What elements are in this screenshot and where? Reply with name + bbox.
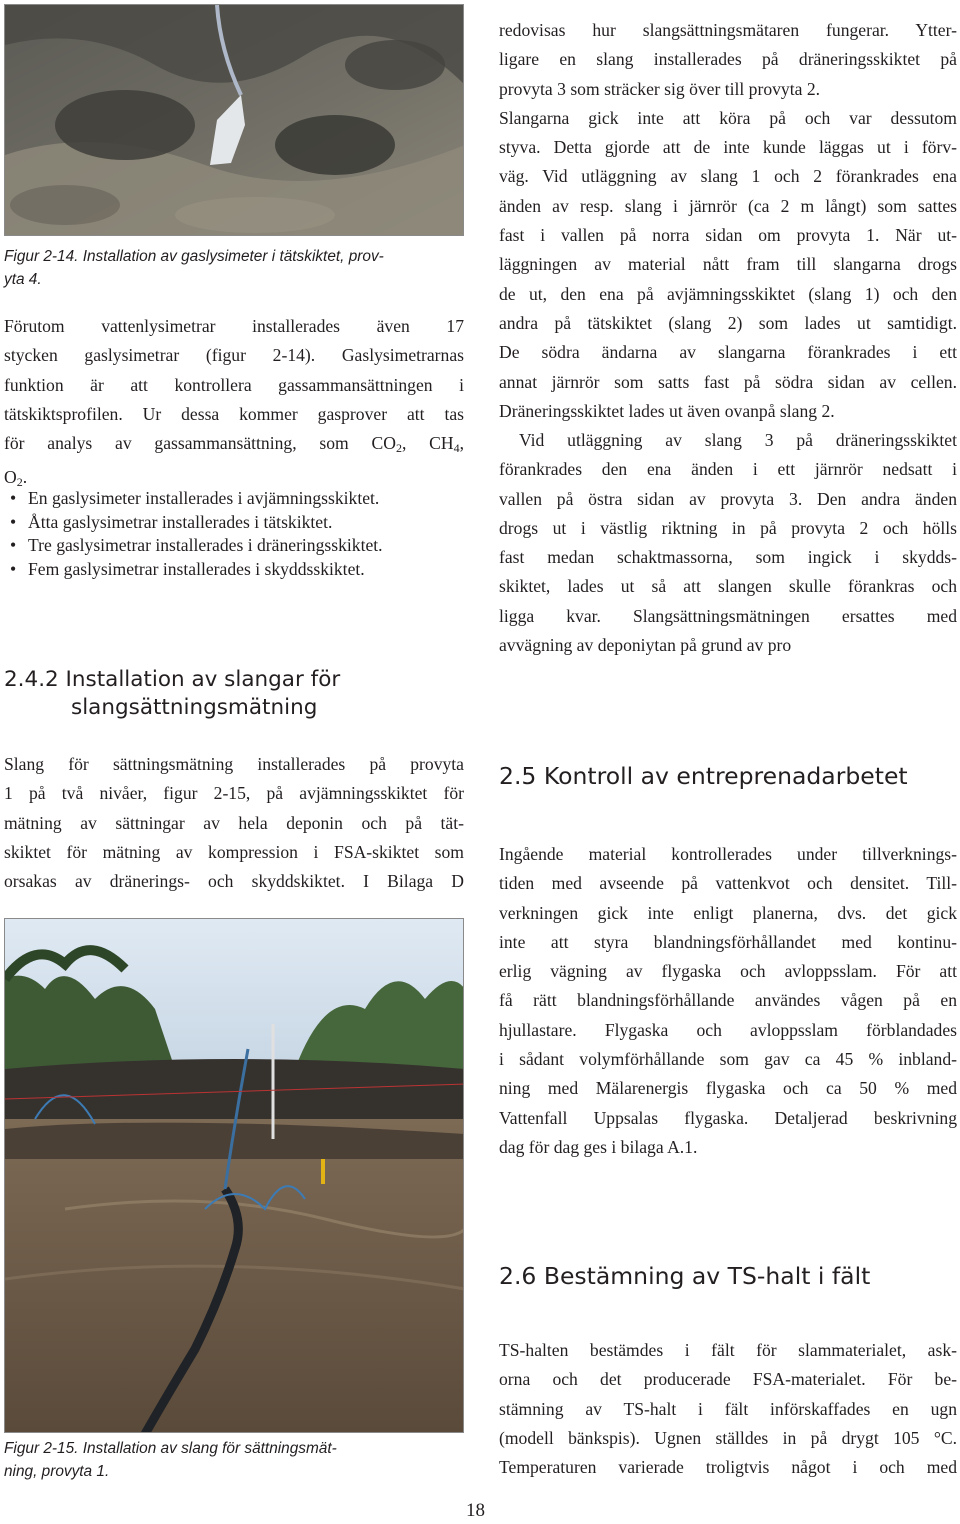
text-line: Slang för sättningsmätning installerades på provyta xyxy=(4,754,464,774)
figure-2-15-caption xyxy=(4,1437,464,1483)
text-line: Temperaturen varierade troligtvis något i och med xyxy=(499,1457,957,1478)
text-line: förankrades den ena änden i ett järnrör nedsatt i xyxy=(499,459,957,480)
formula-end: , xyxy=(459,433,464,454)
text-line: drogs ut i västlig riktning in på provyta 2 och hölls xyxy=(499,517,957,538)
text-line: Slangarna gick inte att köra på och var dessutom xyxy=(499,107,957,128)
gaslysimeter-bullet-list xyxy=(4,487,464,581)
text-line: stycken gaslysimetrar (figur 2-14). Gaslysimetrarnas xyxy=(4,345,464,366)
bullet-item xyxy=(4,487,464,511)
bullet-dot: • xyxy=(10,535,17,556)
text-line: mätning av sättningar av hela deponin och på tät- xyxy=(4,812,464,833)
text-line: änden av resp. slang i järnrör (ca 2 m långt) som sattes xyxy=(499,195,957,216)
figure-2-14-caption xyxy=(4,245,464,291)
text-line: De södra ändarna av slangarna förankrades i ett xyxy=(499,342,957,363)
heading-line: slangsättningsmätning xyxy=(71,695,318,720)
ts-halt-paragraph xyxy=(499,1336,957,1482)
text-line: Vattenfall Uppsalas flygaska. Detaljerad beskrivning xyxy=(499,1107,957,1128)
bullet-text: Åtta gaslysimetrar installerades i tätskiktet. xyxy=(28,511,333,532)
text-line: orna och det producerade FSA-materialet. För be- xyxy=(499,1369,957,1390)
text-line: fast i vallen på norra sidan om provyta 1. När ut- xyxy=(499,225,957,246)
text-line: (modell bänkspis). Ugnen ställdes in på drygt 105 °C. xyxy=(499,1427,957,1448)
text-line: Ingående material kontrollerades under tillverknings- xyxy=(499,844,957,864)
heading-2-6: 2.6 Bestämning av TS-halt i fält xyxy=(499,1262,871,1290)
slang3-paragraph xyxy=(499,426,957,660)
bullet-item xyxy=(4,558,464,582)
text-line: vallen på östra sidan av provyta 3. Den andra änden xyxy=(499,488,957,509)
text-line: läggningen av material nått fram till slangarna drogs xyxy=(499,254,957,275)
text-line: avvägning av deponiytan på grund av pro xyxy=(499,635,792,656)
text-line: väg. Vid utläggning av slang 1 och 2 förankrades ena xyxy=(499,166,957,187)
text-line: TS-halten bestämdes i fält för slammaterialet, ask- xyxy=(499,1340,957,1360)
caption-line: Figur 2-14. Installation av gaslysimeter i tätskiktet, prov- xyxy=(4,248,384,265)
text-line: hjullastare. Flygaska och avloppsslam förblandades xyxy=(499,1019,957,1040)
formula-mid: , CH xyxy=(401,433,454,454)
heading-2-5: 2.5 Kontroll av entreprenadarbetet xyxy=(499,762,908,790)
kontroll-paragraph xyxy=(499,840,957,1162)
heading-line: 2.4.2 Installation av slangar för xyxy=(4,667,341,692)
text-line: annat järnrör som satts fast på södra sidan av cellen. xyxy=(499,371,957,392)
text-line: erlig vägning av flygaska och avloppsslam. För att xyxy=(499,961,957,982)
bullet-dot: • xyxy=(10,488,17,508)
text-line: tätskiktsprofilen. Ur dessa kommer gasprover att tas xyxy=(4,403,464,424)
intro-paragraph xyxy=(4,312,464,498)
bullet-text: Fem gaslysimetrar installerades i skyddsskiktet. xyxy=(28,558,365,579)
caption-line: Figur 2-15. Installation av slang för sättningsmät- xyxy=(4,1440,337,1457)
text-line: i sådant volymförhållande som gav ca 45 % inbland- xyxy=(499,1049,957,1070)
bullet-text: Tre gaslysimetrar installerades i dräneringsskiktet. xyxy=(28,535,383,556)
text-line: redovisas hur slangsättningsmätaren fungerar. Ytter- xyxy=(499,20,957,40)
slang-paragraph xyxy=(4,750,464,896)
text-line: styva. Detta gjorde att de inte kunde läggas ut i förv- xyxy=(499,137,957,158)
formula-prefix: för analys av gassammansättning, som CO xyxy=(4,433,396,454)
text-line: ning med Mälarenergis flygaska och ca 50 % med xyxy=(499,1078,957,1099)
text-line: provyta 3 som sträcker sig över till provyta 2. xyxy=(499,78,821,99)
text-line: få rätt blandningsförhållande användes vågen på en xyxy=(499,990,957,1011)
text-line: stämning av TS-halt i fält införskaffades en ugn xyxy=(499,1398,957,1419)
caption-line: ning, provyta 1. xyxy=(4,1463,110,1480)
continuation-paragraph xyxy=(499,16,957,426)
bullet-item xyxy=(4,511,464,535)
text-line: skiktet för mätning av kompression i FSA-skiktet som xyxy=(4,841,464,862)
o2-symbol: O xyxy=(4,467,17,488)
figure-2-15-photo xyxy=(4,918,464,1433)
text-line: funktion är att kontrollera gassammansättningen i xyxy=(4,374,464,395)
text-line: andra på tätskiktet (slang 2) som lades ut samtidigt. xyxy=(499,312,957,333)
text-line: tiden med avseende på vattenkvot och densitet. Till- xyxy=(499,873,957,894)
text-line: ligga kvar. Slangsättningsmätningen ersattes med xyxy=(499,605,957,626)
text-line: dag för dag ges i bilaga A.1. xyxy=(499,1136,698,1157)
bullet-dot: • xyxy=(10,511,17,532)
text-line: de ut, den ena på avjämningsskiktet (slang 1) och den xyxy=(499,283,957,304)
bullet-dot: • xyxy=(10,558,17,579)
page-number: 18 xyxy=(466,1500,485,1521)
o2-period: . xyxy=(22,467,28,488)
text-line: inte att styra blandningsförhållandet med kontinu- xyxy=(499,931,957,952)
bullet-item xyxy=(4,534,464,558)
bullet-text: En gaslysimeter installerades i avjämningsskiktet. xyxy=(28,488,380,508)
o2-subscript: 2 xyxy=(16,475,23,490)
heading-2-4-2 xyxy=(4,666,464,722)
caption-line: yta 4. xyxy=(4,271,42,288)
text-line: Förutom vattenlysimetrar installerades även 17 xyxy=(4,316,464,336)
text-line: skiktet, lades ut så att slangen skulle förankras och xyxy=(499,576,957,597)
text-line: 1 på två nivåer, figur 2-15, på avjämningsskiktet för xyxy=(4,783,464,804)
text-line: ligare en slang installerades på dräneringsskiktet på xyxy=(499,49,957,70)
text-line: verkningen gick inte enligt planerna, dvs. det gick xyxy=(499,902,957,923)
gaslysimeter-photo-illustration xyxy=(5,5,464,236)
text-line: Vid utläggning av slang 3 på dräneringsskiktet xyxy=(519,430,957,450)
co2-subscript: 2 xyxy=(395,441,402,456)
text-line: Dräneringsskiktet lades ut även ovanpå slang 2. xyxy=(499,400,835,421)
slang-installation-photo-illustration xyxy=(5,919,464,1433)
text-line: fast medan schaktmassorna, som ingick i skydds- xyxy=(499,547,957,568)
formula-line xyxy=(4,429,464,463)
text-line: orsakas av dränerings- och skyddskiktet. I Bilaga D xyxy=(4,871,464,892)
ch4-subscript: 4 xyxy=(453,441,460,456)
figure-2-14-photo xyxy=(4,4,464,236)
